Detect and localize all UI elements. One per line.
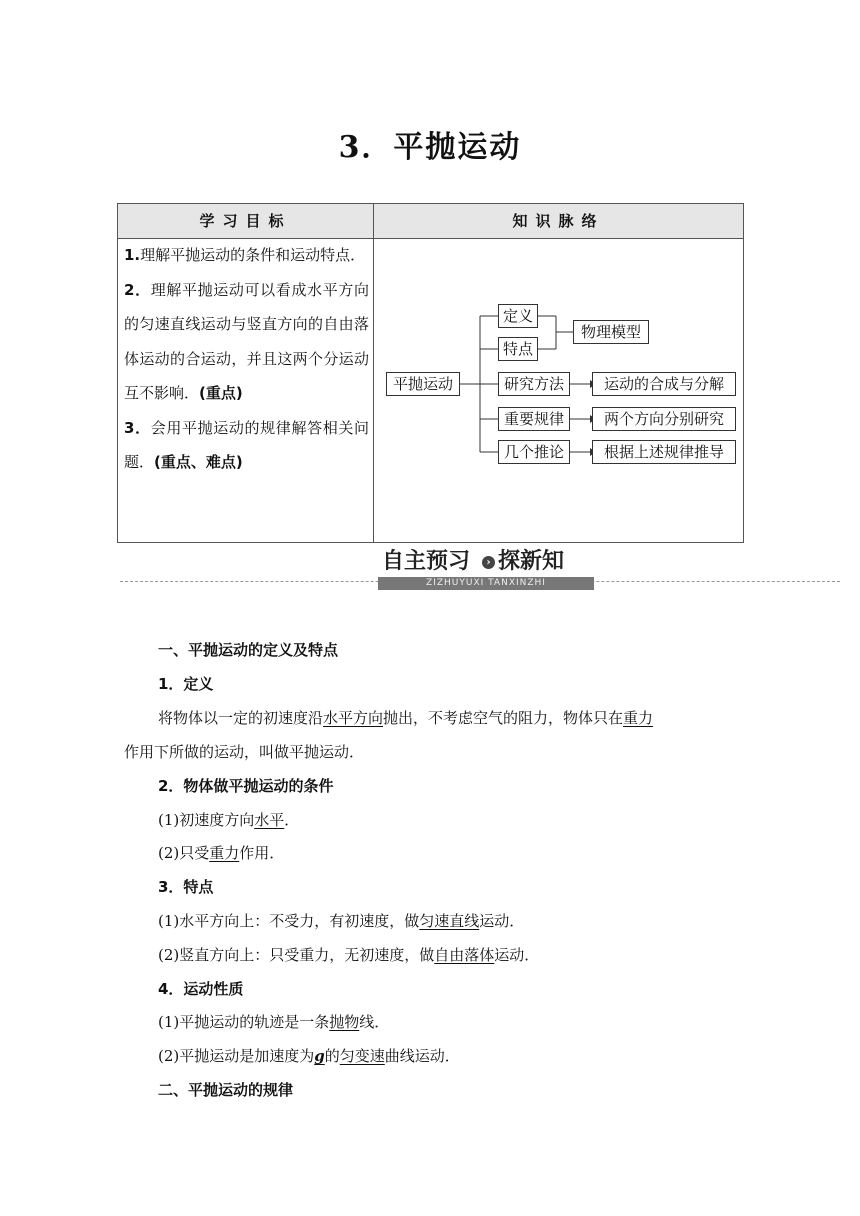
chevron-right-icon: ›	[482, 556, 495, 569]
header-knowledge-map: 知识脉络	[512, 212, 605, 230]
subsection-heading: 3．特点	[158, 878, 214, 896]
mindmap-branch-features: 特点	[498, 337, 538, 361]
paragraph-line: (2)竖直方向上：只受重力，无初速度，做自由落体运动．	[158, 946, 540, 964]
paragraph-line: 将物体以一定的初速度沿水平方向抛出，不考虑空气的阻力，物体只在重力	[158, 709, 654, 727]
mindmap-root: 平抛运动	[386, 372, 460, 396]
mindmap-result-derive: 根据上述规律推导	[592, 440, 736, 464]
paragraph-line: (1)水平方向上：不受力，有初速度，做匀速直线运动．	[158, 912, 525, 930]
subsection-heading: 1．定义	[158, 675, 214, 693]
banner-pinyin: ZIZHUYUXI TANXINZHI	[378, 577, 594, 590]
subsection-heading: 2．物体做平抛运动的条件	[158, 777, 334, 795]
objective-item: 2．理解平抛运动可以看成水平方向的匀速直线运动与竖直方向的自由落体运动的合运动，并且这两个分运动互不影响．(重点)	[124, 280, 369, 402]
section-heading: 一、平抛运动的定义及特点	[158, 641, 339, 659]
banner-right-text: 探新知	[498, 549, 565, 574]
mindmap-physical-model: 物理模型	[573, 320, 649, 344]
objective-item: 3．会用平抛运动的规律解答相关问题．(重点、难点)	[124, 418, 369, 471]
paragraph-line: (2)只受重力作用．	[158, 844, 285, 862]
mindmap-result-two-directions: 两个方向分别研究	[592, 407, 736, 431]
mindmap-branch-method: 研究方法	[498, 372, 570, 396]
mindmap-branch-inferences: 几个推论	[498, 440, 570, 464]
section-banner	[378, 547, 594, 590]
objective-item: 1.理解平抛运动的条件和运动特点．	[124, 246, 366, 264]
subsection-heading: 4．运动性质	[158, 980, 244, 998]
mindmap-branch-rules: 重要规律	[498, 407, 570, 431]
banner-left-text: 自主预习	[382, 549, 471, 574]
paragraph-line: (2)平抛运动是加速度为g的匀变速曲线运动．	[158, 1047, 460, 1065]
paragraph-line: (1)平抛运动的轨迹是一条抛物线．	[158, 1013, 390, 1031]
page-title: 3．平抛运动	[338, 130, 522, 165]
mindmap-result-composition: 运动的合成与分解	[592, 372, 736, 396]
mindmap-branch-definition: 定义	[498, 304, 538, 328]
paragraph-line: 作用下所做的运动，叫做平抛运动．	[124, 743, 365, 761]
paragraph-line: (1)初速度方向水平．	[158, 811, 300, 829]
objectives-table	[117, 203, 744, 543]
header-learning-goals: 学习目标	[199, 212, 292, 230]
section-heading: 二、平抛运动的规律	[158, 1081, 294, 1099]
